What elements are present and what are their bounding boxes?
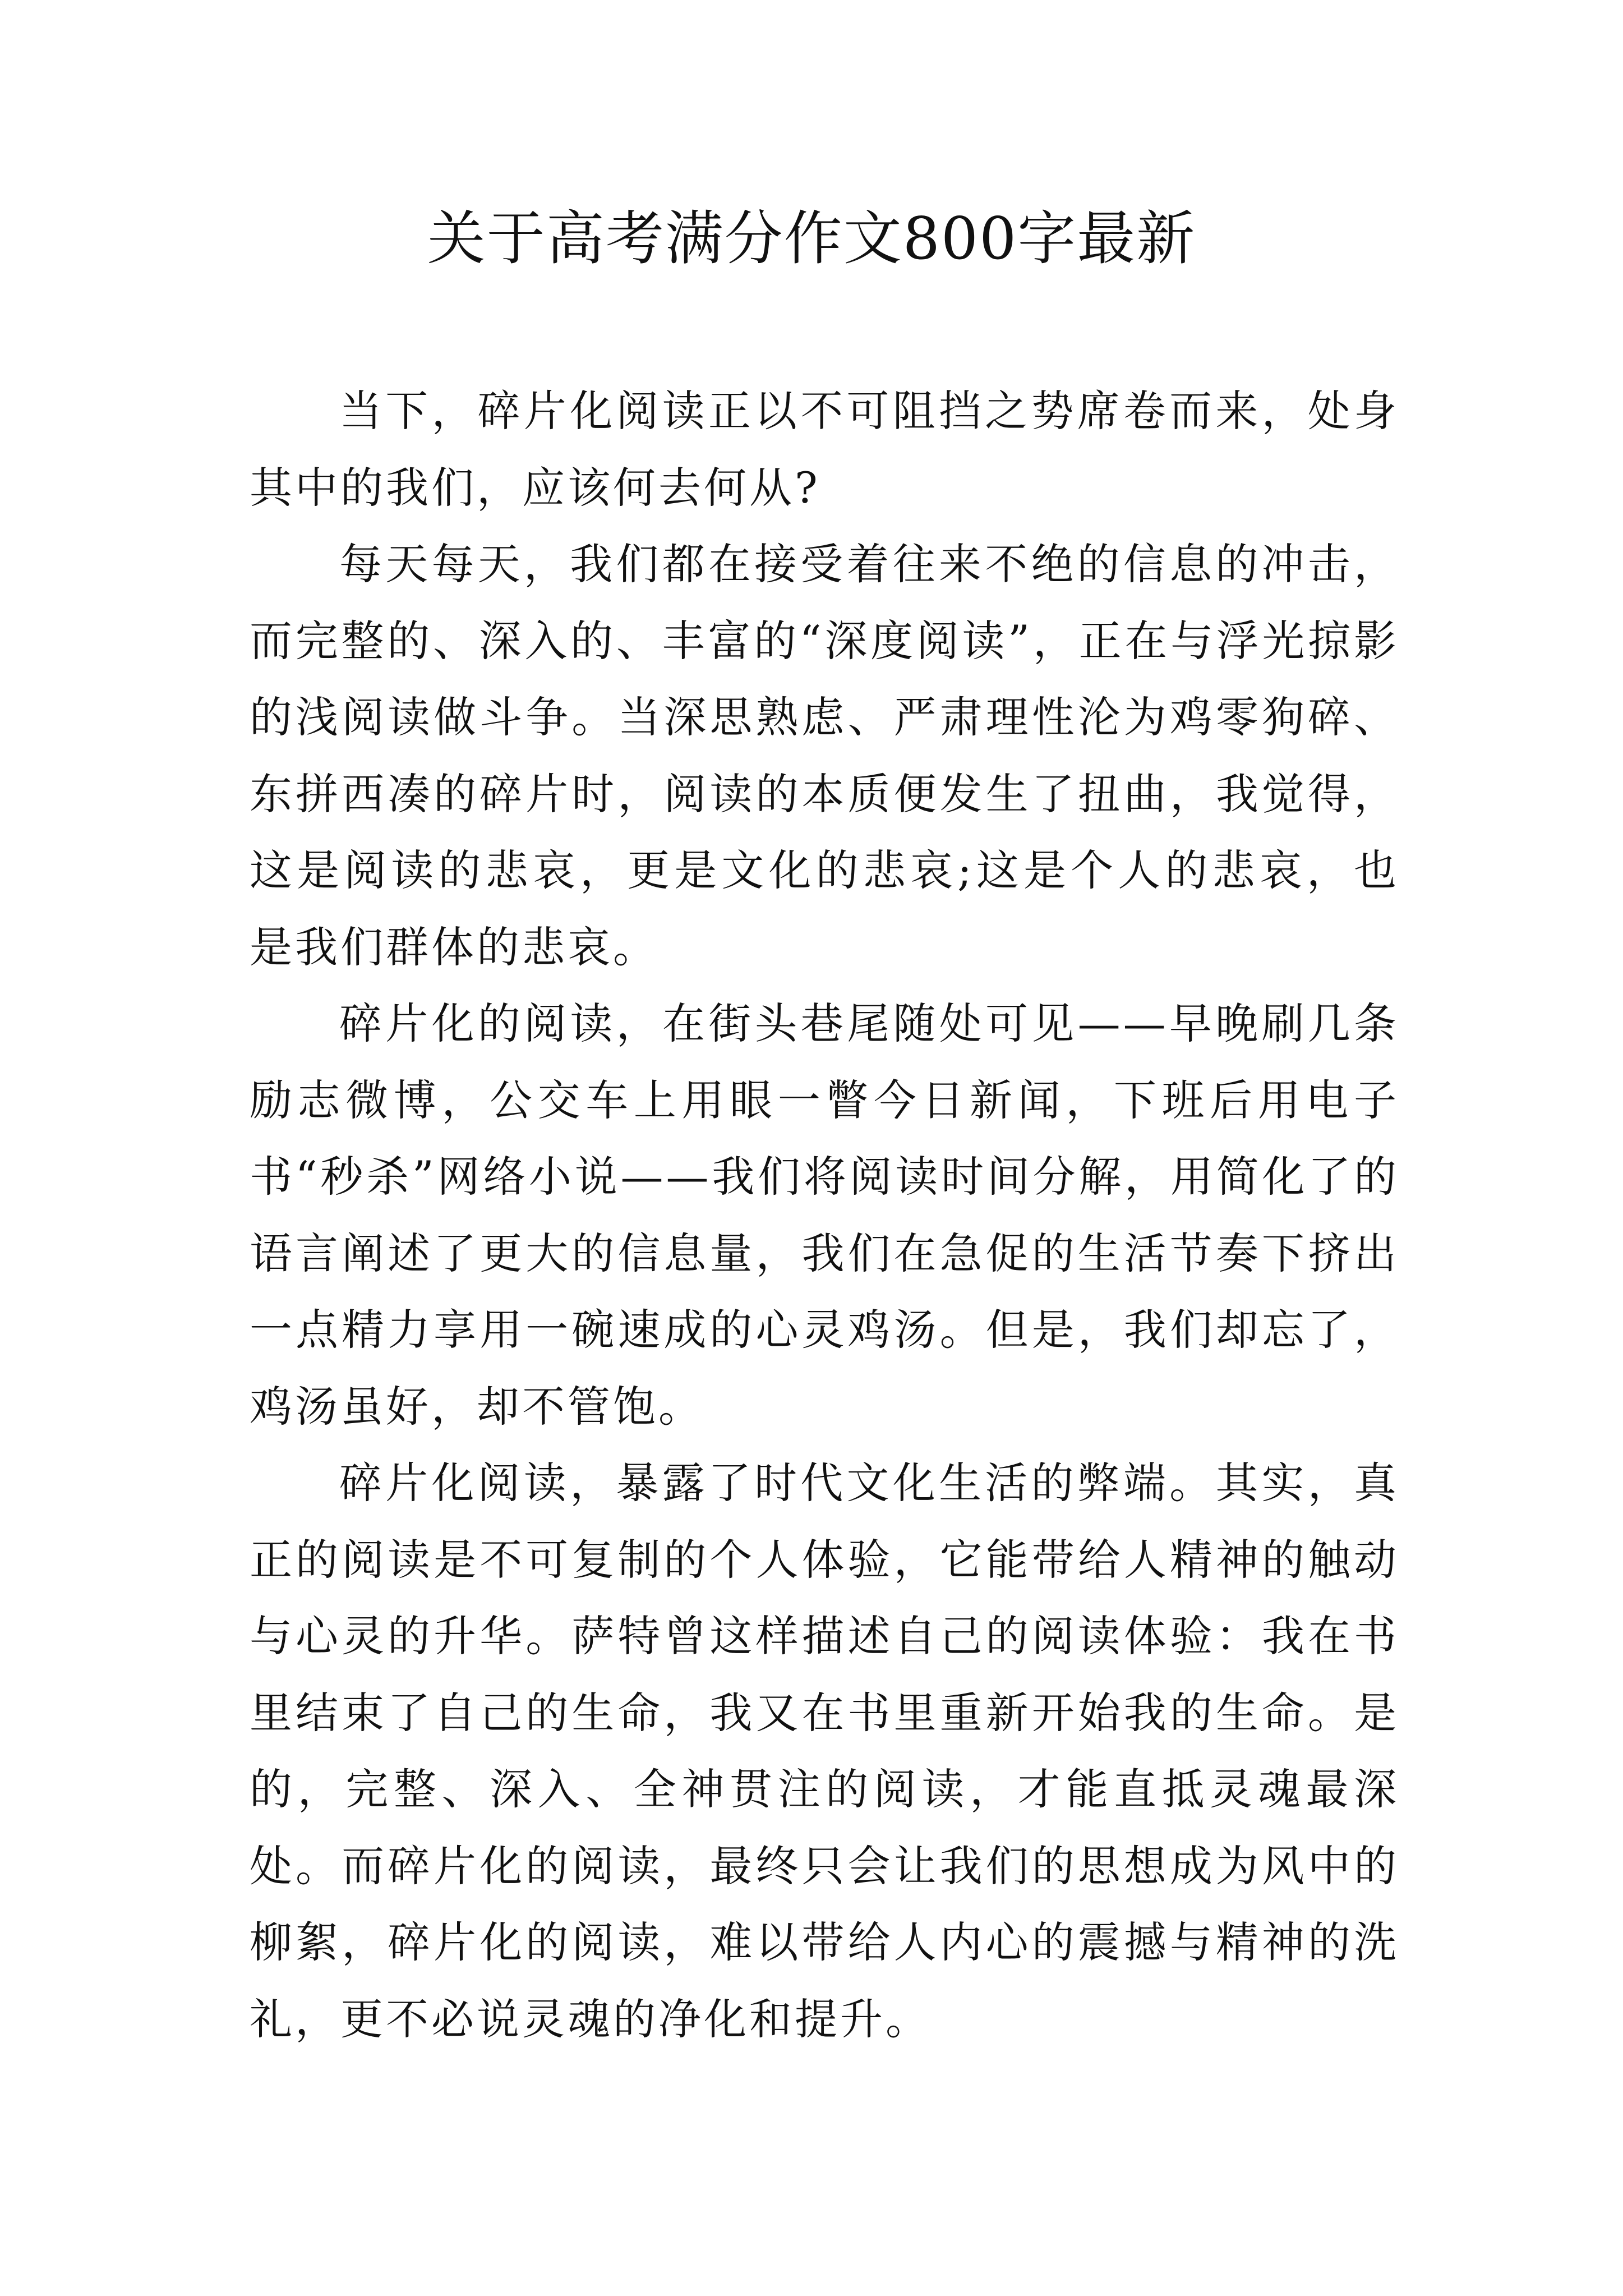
- document-title: 关于高考满分作文800字最新: [427, 204, 1196, 273]
- paragraph-2: 每天每天，我们都在接受着往来不绝的信息的冲击，而完整的、深入的、丰富的“深度阅读”，正在与浮光掠影的浅阅读做斗争。当深思熟虑、严肃理性沦为鸡零狗碎、东拼西凑的碎片时，阅读的本质便发生了扭曲，我觉得，这是阅读的悲哀，更是文化的悲哀;这是个人的悲哀，也是我们群体的悲哀。: [250, 539, 1399, 972]
- paragraph-1: 当下，碎片化阅读正以不可阻挡之势席卷而来，处身其中的我们，应该何去何从?: [250, 386, 1399, 513]
- document-body: [250, 373, 1399, 2058]
- paragraph-3: 碎片化的阅读，在街头巷尾随处可见——早晚刷几条励志微博，公交车上用眼一瞥今日新闻，下班后用电子书“秒杀”网络小说——我们将阅读时间分解，用简化了的语言阐述了更大的信息量，我们在急促的生活节奏下挤出一点精力享用一碗速成的心灵鸡汤。但是，我们却忘了，鸡汤虽好，却不管饱。: [250, 999, 1399, 1432]
- paragraph-4: 碎片化阅读，暴露了时代文化生活的弊端。其实，真正的阅读是不可复制的个人体验，它能带给人精神的触动与心灵的升华。萨特曾这样描述自己的阅读体验：我在书里结束了自己的生命，我又在书里重新开始我的生命。是的，完整、深入、全神贯注的阅读，才能直抵灵魂最深处。而碎片化的阅读，最终只会让我们的思想成为风中的柳絮，碎片化的阅读，难以带给人内心的震撼与精神的洗礼，更不必说灵魂的净化和提升。: [250, 1458, 1399, 2044]
